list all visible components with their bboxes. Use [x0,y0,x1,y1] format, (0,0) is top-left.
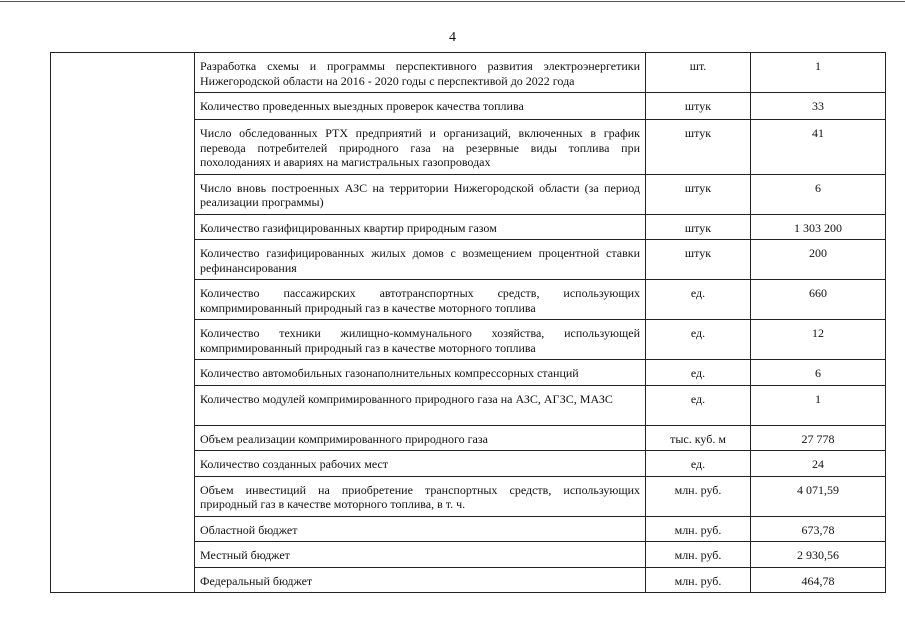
row-unit-cell: штук [646,93,751,120]
row-unit-cell: млн. руб. [646,567,751,593]
row-description-cell: Количество автомобильных газонаполнительных компрессорных станций [195,360,646,386]
row-description-cell: Число обследованных РТХ предприятий и организаций, включенных в график перевода потребителей природного газа на резервные виды топлива при похолоданиях и авариях на магистральных газопроводах [195,120,646,175]
row-value-cell: 4 071,59 [751,476,886,516]
row-unit-cell: штук [646,214,751,240]
row-unit-cell: ед. [646,385,751,425]
row-value-cell: 673,78 [751,516,886,542]
row-value-cell: 464,78 [751,567,886,593]
row-unit-cell: млн. руб. [646,516,751,542]
row-description-cell: Количество техники жилищно-коммунального хозяйства, использующей компримированный природный газ в качестве моторного топлива [195,320,646,360]
row-description-cell: Количество пассажирских автотранспортных средств, использующих компримированный природный газ в качестве моторного топлива [195,280,646,320]
row-description-cell: Местный бюджет [195,542,646,568]
row-value-cell: 6 [751,360,886,386]
row-value-cell: 6 [751,174,886,214]
row-value-cell: 660 [751,280,886,320]
row-value-cell: 12 [751,320,886,360]
row-unit-cell: ед. [646,320,751,360]
row-unit-cell: млн. руб. [646,476,751,516]
row-description-cell: Количество созданных рабочих мест [195,451,646,477]
row-value-cell: 33 [751,93,886,120]
row-unit-cell: штук [646,174,751,214]
row-description-cell: Объем реализации компримированного природного газа [195,425,646,451]
row-value-cell: 1 [751,53,886,93]
empty-left-column-cell [51,53,195,593]
indicators-table-body [51,53,886,593]
row-description-cell: Разработка схемы и программы перспективного развития электроэнергетики Нижегородской области на 2016 - 2020 годы с перспективой до 2022 года [195,53,646,93]
row-unit-cell: тыс. куб. м [646,425,751,451]
row-description-cell: Количество проведенных выездных проверок качества топлива [195,93,646,120]
row-value-cell: 1 303 200 [751,214,886,240]
row-value-cell: 24 [751,451,886,477]
row-description-cell: Федеральный бюджет [195,567,646,593]
page-number: 4 [449,30,456,45]
row-description-cell: Количество газифицированных жилых домов с возмещением процентной ставки рефинансирования [195,240,646,280]
row-description-cell: Количество модулей компримированного природного газа на АЗС, АГЗС, МАЗС [195,385,646,425]
row-value-cell: 41 [751,120,886,175]
row-unit-cell: млн. руб. [646,542,751,568]
row-value-cell: 200 [751,240,886,280]
indicators-table [50,52,886,593]
top-border-line [0,1,905,2]
row-unit-cell: ед. [646,360,751,386]
row-description-cell: Областной бюджет [195,516,646,542]
row-description-cell: Количество газифицированных квартир природным газом [195,214,646,240]
row-description-cell: Объем инвестиций на приобретение транспортных средств, использующих природный газ в качестве моторного топлива, в т. ч. [195,476,646,516]
row-description-cell: Число вновь построенных АЗС на территории Нижегородской области (за период реализации программы) [195,174,646,214]
row-unit-cell: ед. [646,451,751,477]
table-row [51,53,886,93]
row-unit-cell: шт. [646,53,751,93]
row-value-cell: 27 778 [751,425,886,451]
row-unit-cell: ед. [646,280,751,320]
row-unit-cell: штук [646,240,751,280]
row-unit-cell: штук [646,120,751,175]
row-value-cell: 1 [751,385,886,425]
row-value-cell: 2 930,56 [751,542,886,568]
